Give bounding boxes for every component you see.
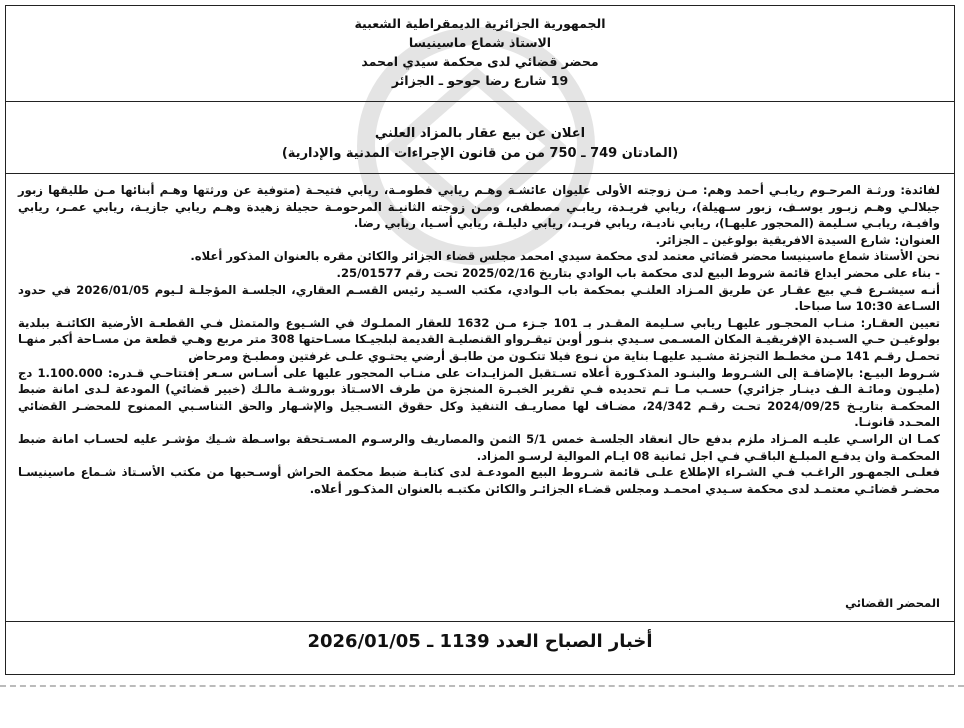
cut-line	[0, 685, 964, 687]
bailiff-name: الاستاذ شماع ماسينيسا	[408, 35, 552, 50]
notice-title	[6, 124, 954, 164]
payment-terms-paragraph: كمـا ان الراسـي عليـه المـزاد ملزم بدفع حال انعقاد الجلسـة خمس 5/1 الثمن والمصاريف والرسـوم المسـتحقة بواسـطة شـيك مؤشـر عليه لحسـاب امانة ضبط المحكمـة وان يدفـع المبلـغ الباقـي فـي اجل ثمانية 08 ايـام الموالية لرسـو المزاد.	[18, 431, 940, 463]
signature-label: المحضر القضائي	[845, 596, 940, 610]
bailiff-statement-paragraph: نحن الأستاذ شماع ماسينيسا محضر قضائي معتمد لدى محكمة سيدي امحمد مجلس قضاء الجزائر والكائن مقره بالعنوان المذكور أعلاه.	[190, 249, 940, 264]
notice-sheet	[5, 5, 955, 675]
notice-body	[18, 182, 940, 497]
bailiff-court: محضر قضائي لدى محكمة سيدي امحمد	[361, 54, 599, 69]
title-articles: (المادتان 749 ـ 750 من من قانون الإجراءات المدنية والإدارية)	[281, 146, 679, 161]
address-paragraph: العنوان: شارع السيدة الافريقية بولوغين ـ الجزائر.	[655, 232, 940, 247]
sale-conditions-paragraph: شـروط البيـع: بالإضافـة إلى الشـروط والبنـود المذكـورة أعلاه تسـتقبل المزايـدات على منـاب المحجور عليها على أسـاس سـعر إفتتاحـي قـدره: 1.100.000 دج (مليـون ومائـة الـف دينـار جزائري) حسـب مـا تـم تحديده فـي تقرير الخبـرة المنجزة من طرف الاسـتاذ بوروشـة مالـك (خبير قضائي) المودعة لـدى امانة ضبط المحكمـة بتاريـخ 2024/09/25 تحـت رقـم 24/342، مضـاف لها مصاريـف التنفيذ وكل حقوق التسـجيل والإشـهار والحق التناسـبي الممنوح للمحضـر القضائي المحـدد قانونـا.	[18, 365, 940, 430]
public-notice-paragraph: فعلـى الجمهـور الراغـب فـي الشـراء الإطلاع علـى قائمة شـروط البيع المودعـة لدى كتابـة ضبط محكمة الحراش أوسـحبها من مكتب الأسـتاذ شـماع ماسينيسـا محضـر قضائـي معتمـد لدى محكمة سـيدي امحمـد ومجلس قضـاء الجزائـر والكائن مكتبـه بالعنوان المذكـور أعلاه.	[18, 465, 940, 496]
property-description-paragraph: تعيين العقـار: منـاب المحجـور عليهـا ريابي سـليمة المقـدر بـ 101 جـزء مـن 1632 للعقار المملـوك في الشـيوع والمتمثل فـي القطعـة الأرضية الكائنـة ببلدية بولوغيـن حـي السـيدة الإفريقيـة المكان المسـمى سـيدي بنـور أوبن تيقـرواو القنصليـة القديمة لبلجيـكا مسـاحتها 308 متر مربع وهـي قطعة من مسـاحة أكبر منهـا تحمـل رقـم 141 مـن مخطـط التجزئة مشـيد عليهـا بناية من نـوع فيلا تتكـون من طابـق أرضي يحتـوي علـى غرفتين ومطبـخ ومرحاض	[18, 315, 940, 363]
publication-footer: أخبار الصباح العدد 1139 ـ 2026/01/05	[307, 631, 653, 652]
beneficiaries-paragraph: لفائدة: ورثـة المرحـوم ريابـي أحمد وهم: مـن زوجته الأولى عليوان عائشـة وهـم ريابي فطومـة، ريابي فتيحـة (متوفية عن ورثتها وهـم أبنائها مـن طليقها زبور جيلالـي وهـم زبـور يوسـف، زبور سـهيلة)، ريابي فريـدة، ريابـي مصطفى، ومـن زوجته الثانيـة المرحومـة حجيلة زهيدة وهـم ريابي جازيـة، ريابي عمـر، ريابي وافيـة، ريابـي سـليمة (المحجور عليهـا)، ريابي ناديـة، ريابي فريـد، ريابي دليلـة، ريابي أسـيا، ريابي رضا.	[18, 183, 940, 231]
title-main: اعلان عن بيع عقار بالمزاد العلني	[374, 126, 586, 141]
footer-divider	[6, 621, 954, 622]
deposit-reference-paragraph: - بناء على محضر ايداع قائمة شروط البيع لدى محكمة باب الوادي بتاريخ 2025/02/16 تحت رقم 25/01577.	[336, 265, 940, 280]
header-divider	[6, 101, 954, 102]
title-divider	[6, 173, 954, 174]
republic-name: الجمهورية الجزائرية الديمقراطية الشعبية	[354, 16, 606, 31]
issuer-header	[6, 14, 954, 90]
bailiff-address: 19 شارع رضا حوحو ـ الجزائر	[391, 73, 569, 88]
auction-session-paragraph: أنـه سيشـرع فـي بيع عقـار عن طريق المـزاد العلنـي بمحكمة باب الـوادي، مكتب السـيد رئيس القسـم العقاري، الجلسـة المؤجلـة لـيوم 2026/01/05 في حدود السـاعة 10:30 سا صباحا.	[18, 282, 940, 314]
